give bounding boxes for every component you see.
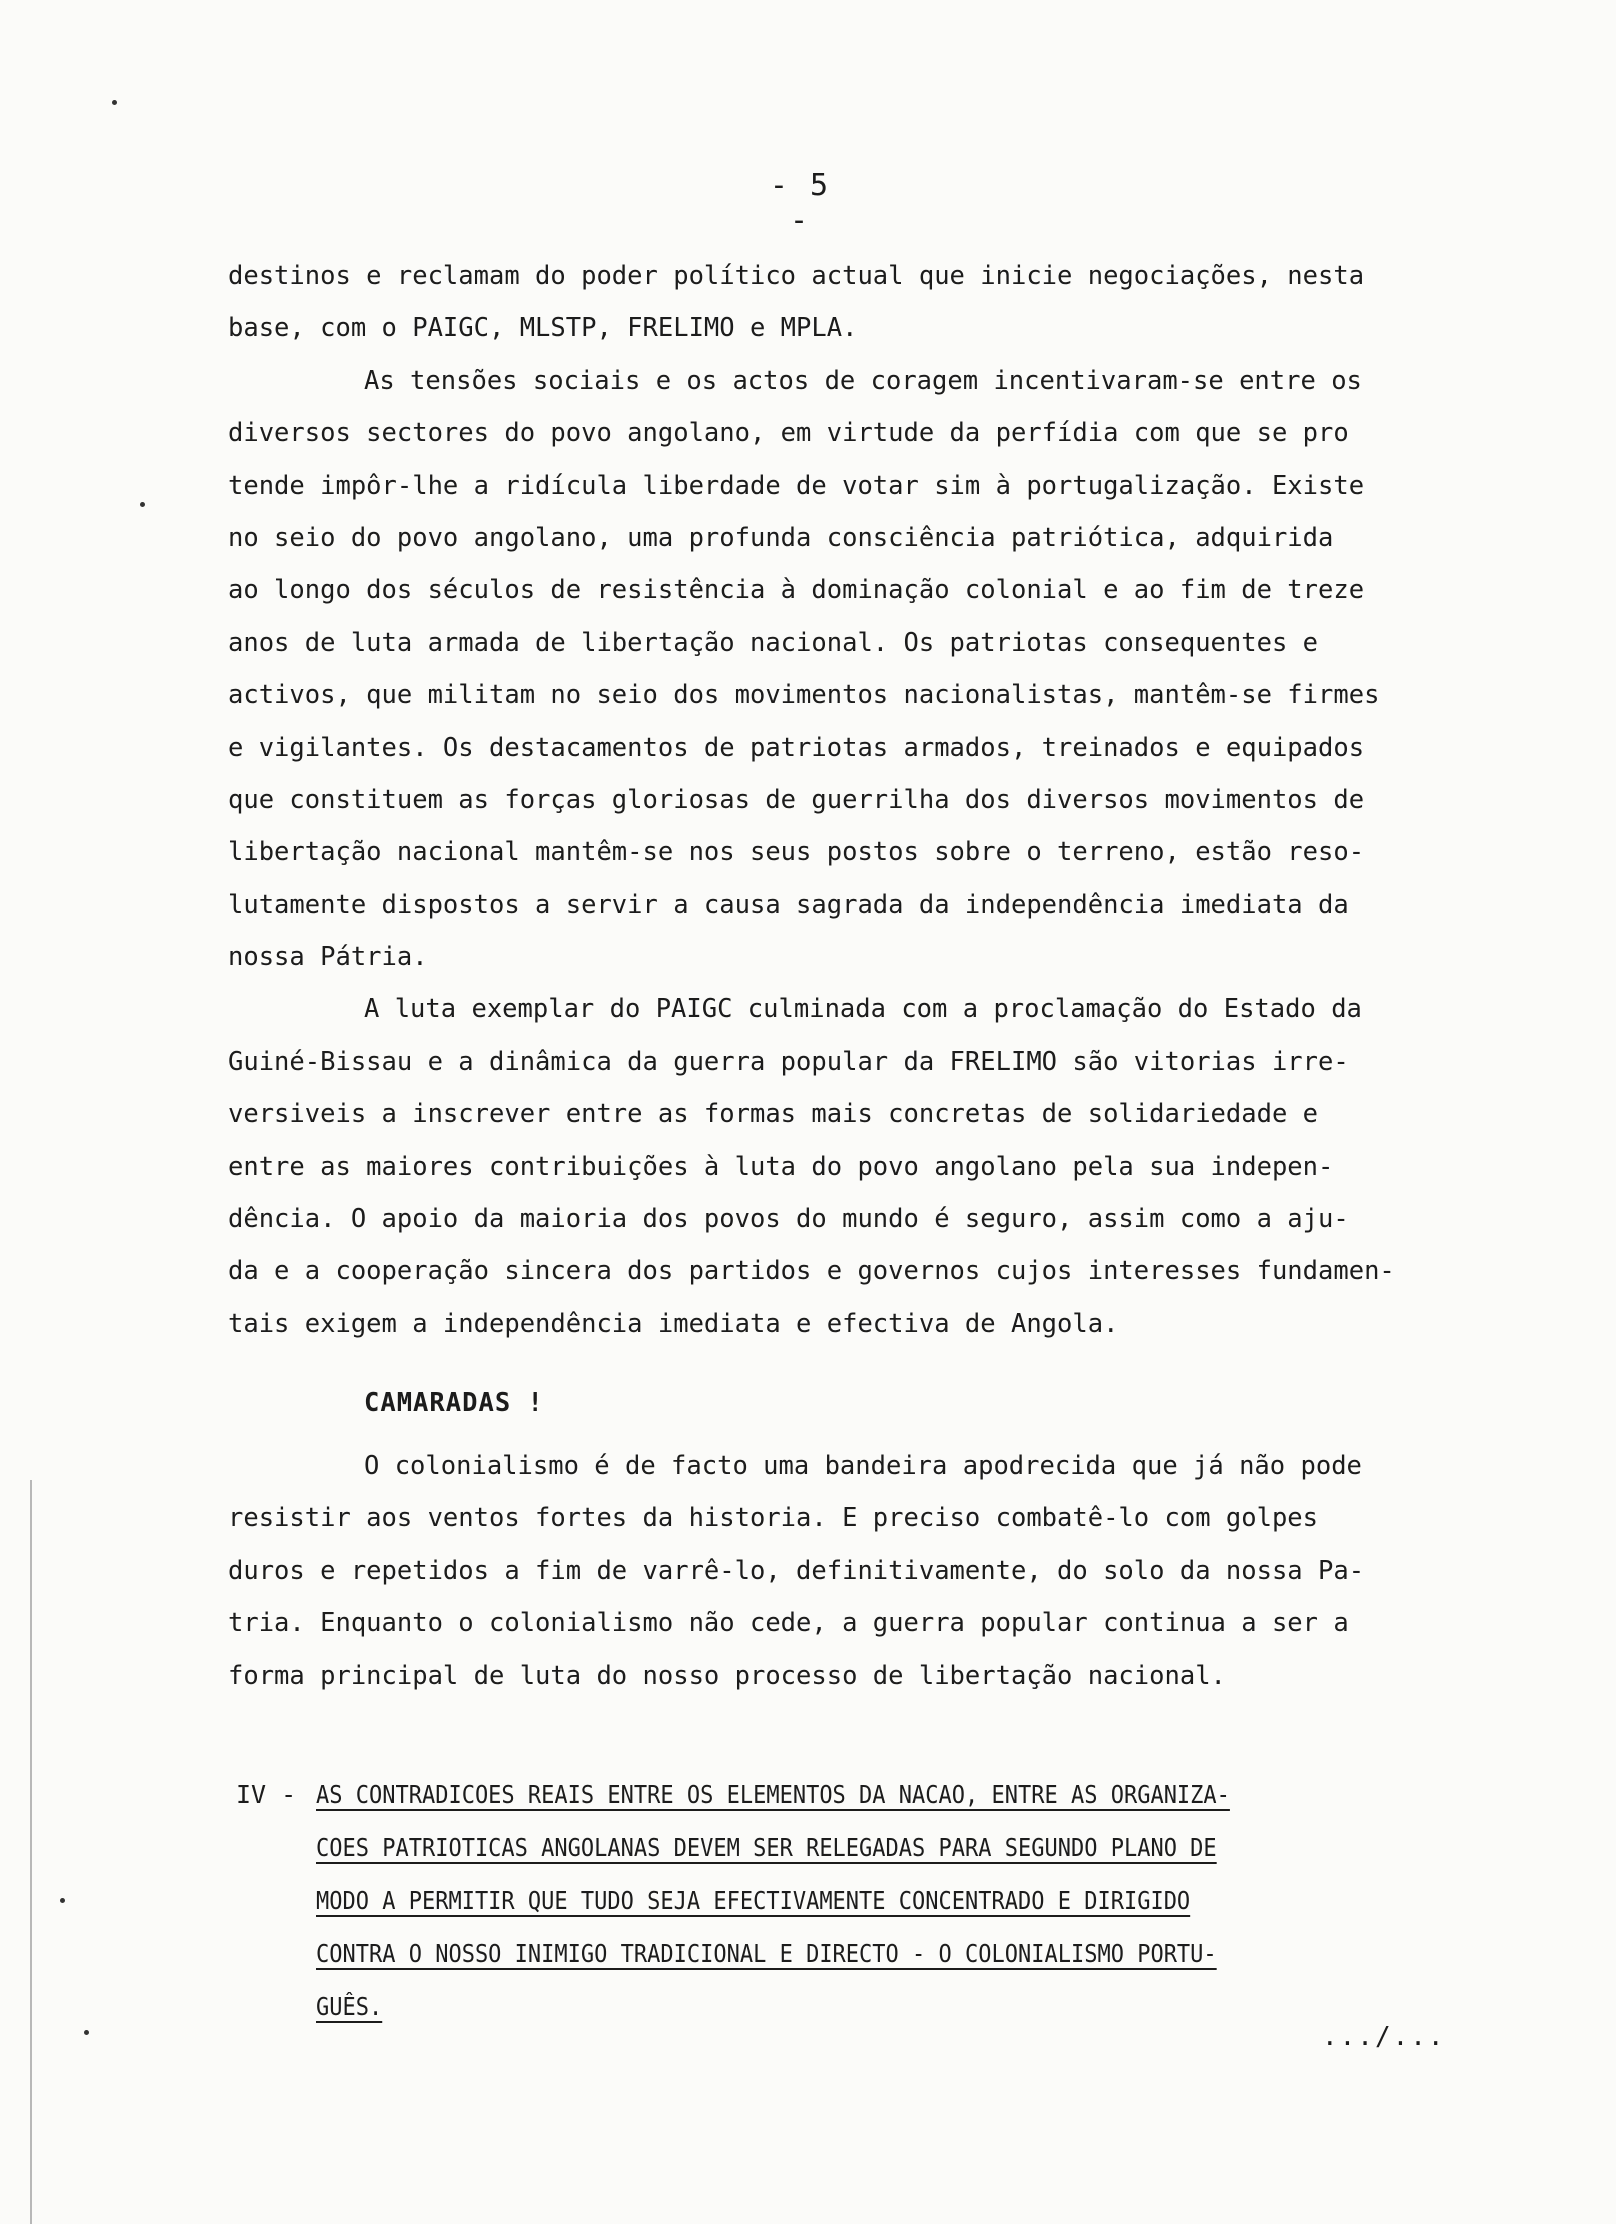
body-text-bottom <box>228 1440 1558 1702</box>
page-number: - 5 - <box>769 168 831 238</box>
text-line: entre as maiores contribuições à luta do povo angolano pela sua indepen- <box>228 1151 1334 1182</box>
text-line: resistir aos ventos fortes da historia. E preciso combatê-lo com golpes <box>228 1503 1319 1534</box>
text-line: O colonialismo é de facto uma bandeira apodrecida que já não pode <box>364 1451 1362 1481</box>
text-line: lutamente dispostos a servir a causa sagrada da independência imediata da <box>228 889 1349 920</box>
scan-margin-edge <box>30 1480 32 2224</box>
scan-speck <box>112 100 117 105</box>
text-line: no seio do povo angolano, uma profunda consciência patriótica, adquirida <box>228 522 1334 553</box>
scan-speck <box>60 1898 65 1903</box>
section-title-block <box>236 1768 1566 2033</box>
text-line: ao longo dos séculos de resistência à dominação colonial e ao fim de treze <box>228 575 1365 606</box>
text-line: destinos e reclamam do poder político actual que inicie negociações, nesta <box>228 261 1365 291</box>
body-text-top <box>228 250 1558 1350</box>
text-line: tria. Enquanto o colonialismo não cede, a guerra popular continua a ser a <box>228 1608 1349 1639</box>
continuation-marker: .../... <box>1322 2022 1446 2052</box>
text-line: tais exigem a independência imediata e efectiva de Angola. <box>228 1308 1119 1339</box>
scan-speck <box>140 502 145 507</box>
text-line: libertação nacional mantêm-se nos seus postos sobre o terreno, estão reso- <box>228 837 1365 868</box>
text-line: A luta exemplar do PAIGC culminada com a proclamação do Estado da <box>364 994 1362 1025</box>
text-line: As tensões sociais e os actos de coragem incentivaram-se entre os <box>364 365 1362 396</box>
section-title-lines <box>316 1768 1566 2033</box>
text-line: diversos sectores do povo angolano, em virtude da perfídia com que se pro <box>228 418 1349 449</box>
section-number: IV - <box>236 1780 297 1809</box>
section-title-line: MODO A PERMITIR QUE TUDO SEJA EFECTIVAMENTE CONCENTRADO E DIRIGIDO <box>316 1886 1191 1915</box>
text-line: que constituem as forças gloriosas de guerrilha dos diversos movimentos de <box>228 784 1365 815</box>
text-line: e vigilantes. Os destacamentos de patriotas armados, treinados e equipados <box>228 732 1365 763</box>
text-line: Guiné-Bissau e a dinâmica da guerra popular da FRELIMO são vitorias irre- <box>228 1046 1349 1077</box>
text-line: activos, que militam no seio dos movimentos nacionalistas, mantêm-se firmes <box>228 680 1380 711</box>
section-heading: CAMARADAS ! <box>364 1388 544 1418</box>
text-line: da e a cooperação sincera dos partidos e governos cujos interesses fundamen- <box>228 1256 1395 1287</box>
text-line: dência. O apoio da maioria dos povos do mundo é seguro, assim como a aju- <box>228 1204 1349 1235</box>
text-line: versiveis a inscrever entre as formas mais concretas de solidariedade e <box>228 1099 1319 1130</box>
text-line: anos de luta armada de libertação nacional. Os patriotas consequentes e <box>228 627 1319 658</box>
section-title-line: GUÊS. <box>316 1992 383 2021</box>
text-line: tende impôr-lhe a ridícula liberdade de votar sim à portugalização. Existe <box>228 470 1365 501</box>
section-title-line: CONTRA O NOSSO INIMIGO TRADICIONAL E DIRECTO - O COLONIALISMO PORTU- <box>316 1939 1217 1968</box>
text-line: nossa Pátria. <box>228 942 428 973</box>
text-line: base, com o PAIGC, MLSTP, FRELIMO e MPLA. <box>228 313 858 344</box>
text-line: forma principal de luta do nosso processo de libertação nacional. <box>228 1660 1226 1691</box>
section-title-line: COES PATRIOTICAS ANGOLANAS DEVEM SER RELEGADAS PARA SEGUNDO PLANO DE <box>316 1833 1217 1862</box>
section-title-line: AS CONTRADICOES REAIS ENTRE OS ELEMENTOS DA NACAO, ENTRE AS ORGANIZA- <box>316 1780 1230 1809</box>
scan-speck <box>84 2030 89 2035</box>
text-line: duros e repetidos a fim de varrê-lo, definitivamente, do solo da nossa Pa- <box>228 1555 1365 1586</box>
